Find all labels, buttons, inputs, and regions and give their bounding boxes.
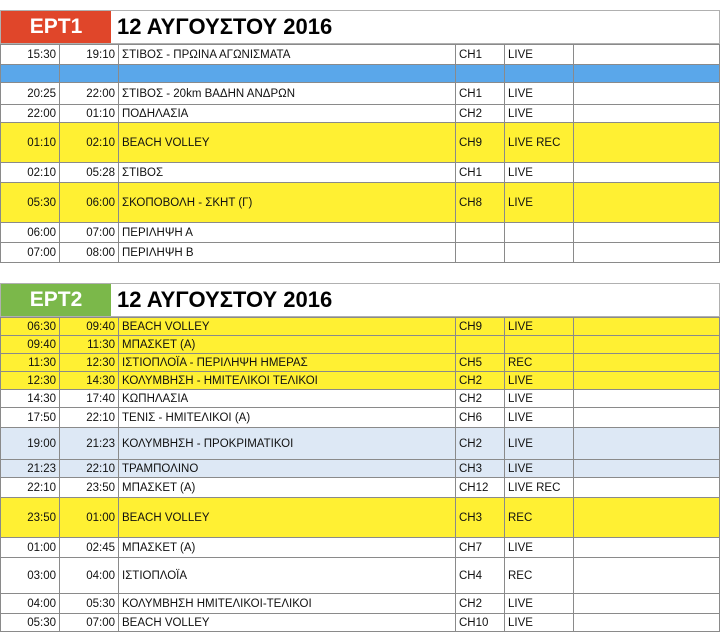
empty-cell [574,498,720,538]
status-cell: LIVE REC [505,123,574,163]
event-cell: ΜΠΑΣΚΕΤ (Α) [119,336,456,354]
empty-cell [574,183,720,223]
empty-cell [574,65,720,83]
empty-cell [574,408,720,428]
status-cell: LIVE [505,372,574,390]
start-time-cell [1,65,60,83]
schedule-row [1,83,720,105]
end-time-cell: 22:10 [60,460,119,478]
channel-cell: CH8 [456,183,505,223]
status-cell: LIVE REC [505,478,574,498]
status-cell [505,336,574,354]
start-time-cell: 06:30 [1,318,60,336]
empty-cell [574,460,720,478]
schedule-row [1,390,720,408]
channel-cell: CH1 [456,83,505,105]
ept2-table [0,317,720,632]
start-time-cell: 11:30 [1,354,60,372]
end-time-cell: 22:00 [60,83,119,105]
start-time-cell: 06:00 [1,223,60,243]
event-cell: BEACH VOLLEY [119,123,456,163]
channel-cell: CH6 [456,408,505,428]
end-time-cell: 02:45 [60,538,119,558]
channel-cell [456,65,505,83]
channel-cell: CH9 [456,318,505,336]
status-cell [505,243,574,263]
start-time-cell: 01:00 [1,538,60,558]
start-time-cell: 12:30 [1,372,60,390]
end-time-cell: 06:00 [60,183,119,223]
status-cell: LIVE [505,318,574,336]
start-time-cell: 03:00 [1,558,60,594]
ept2-date-title: 12 ΑΥΓΟΥΣΤΟΥ 2016 [117,287,333,312]
end-time-cell: 19:10 [60,45,119,65]
schedule-row [1,45,720,65]
empty-cell [574,243,720,263]
empty-cell [574,83,720,105]
end-time-cell: 21:23 [60,428,119,460]
event-cell: ΠΕΡΙΛΗΨΗ Β [119,243,456,263]
event-cell: ΤΕΝΙΣ - ΗΜΙΤΕΛΙΚΟΙ (Α) [119,408,456,428]
event-cell: ΣΤΙΒΟΣ - 20km ΒΑΔΗΝ ΑΝΔΡΩΝ [119,83,456,105]
ept1-schedule [0,10,720,263]
event-cell: ΚΟΛΥΜΒΗΣΗ - ΗΜΙΤΕΛΙΚΟΙ ΤΕΛΙΚΟΙ [119,372,456,390]
ept1-channel-badge: ΕΡΤ1 [1,11,111,43]
channel-cell: CH1 [456,163,505,183]
start-time-cell: 07:00 [1,243,60,263]
empty-cell [574,594,720,614]
status-cell: LIVE [505,105,574,123]
start-time-cell: 14:30 [1,390,60,408]
ept2-channel-badge: ΕΡΤ2 [1,284,111,316]
empty-cell [574,558,720,594]
end-time-cell: 14:30 [60,372,119,390]
start-time-cell: 22:00 [1,105,60,123]
status-cell: LIVE [505,183,574,223]
schedule-row [1,498,720,538]
channel-cell: CH5 [456,354,505,372]
ept2-schedule [0,283,720,632]
end-time-cell: 08:00 [60,243,119,263]
ept1-table [0,44,720,263]
schedule-row [1,460,720,478]
end-time-cell: 07:00 [60,223,119,243]
start-time-cell: 23:50 [1,498,60,538]
status-cell [505,223,574,243]
event-cell: ΚΟΛΥΜΒΗΣΗ ΗΜΙΤΕΛΙΚΟΙ-ΤΕΛΙΚΟΙ [119,594,456,614]
channel-cell [456,223,505,243]
channel-cell: CH12 [456,478,505,498]
start-time-cell: 05:30 [1,183,60,223]
channel-cell: CH2 [456,594,505,614]
schedule-row [1,428,720,460]
schedule-row [1,372,720,390]
start-time-cell: 09:40 [1,336,60,354]
status-cell: LIVE [505,390,574,408]
event-cell: ΠΕΡΙΛΗΨΗ Α [119,223,456,243]
start-time-cell: 01:10 [1,123,60,163]
empty-cell [574,45,720,65]
status-cell [505,65,574,83]
channel-cell: CH1 [456,45,505,65]
schedule-row [1,614,720,632]
event-cell: ΚΟΛΥΜΒΗΣΗ - ΠΡΟΚΡΙΜΑΤΙΚΟΙ [119,428,456,460]
empty-cell [574,318,720,336]
status-cell: LIVE [505,83,574,105]
channel-cell: CH4 [456,558,505,594]
channel-cell: CH10 [456,614,505,632]
channel-cell: CH2 [456,105,505,123]
end-time-cell [60,65,119,83]
channel-cell: CH3 [456,498,505,538]
event-cell: ΣΤΙΒΟΣ - ΠΡΩΙΝΑ ΑΓΩΝΙΣΜΑΤΑ [119,45,456,65]
empty-cell [574,123,720,163]
empty-cell [574,336,720,354]
channel-cell: CH2 [456,428,505,460]
status-cell: REC [505,498,574,538]
start-time-cell: 22:10 [1,478,60,498]
end-time-cell: 22:10 [60,408,119,428]
status-cell: LIVE [505,538,574,558]
schedule-row [1,354,720,372]
schedule-row [1,243,720,263]
schedule-row [1,478,720,498]
event-cell: ΜΠΑΣΚΕΤ (Α) [119,538,456,558]
event-cell: ΠΟΔΗΛΑΣΙΑ [119,105,456,123]
end-time-cell: 12:30 [60,354,119,372]
channel-cell [456,336,505,354]
schedule-row [1,538,720,558]
channel-cell: CH2 [456,372,505,390]
channel-cell: CH9 [456,123,505,163]
start-time-cell: 17:50 [1,408,60,428]
event-cell: ΣΤΙΒΟΣ [119,163,456,183]
schedule-row [1,408,720,428]
event-cell: ΙΣΤΙΟΠΛΟΪΑ - ΠΕΡΙΛΗΨΗ ΗΜΕΡΑΣ [119,354,456,372]
ept2-header [0,283,720,317]
status-cell: LIVE [505,428,574,460]
empty-cell [574,354,720,372]
schedule-row [1,558,720,594]
channel-cell [456,243,505,263]
status-cell: LIVE [505,460,574,478]
schedule-row [1,183,720,223]
start-time-cell: 20:25 [1,83,60,105]
event-cell: ΜΠΑΣΚΕΤ (Α) [119,478,456,498]
status-cell: LIVE [505,408,574,428]
event-cell: BEACH VOLLEY [119,318,456,336]
status-cell: LIVE [505,614,574,632]
start-time-cell: 02:10 [1,163,60,183]
schedule-row [1,163,720,183]
empty-cell [574,614,720,632]
ept1-header [0,10,720,44]
schedule-row [1,318,720,336]
end-time-cell: 17:40 [60,390,119,408]
empty-cell [574,223,720,243]
event-cell: BEACH VOLLEY [119,498,456,538]
channel-cell: CH2 [456,390,505,408]
schedule-row [1,223,720,243]
start-time-cell: 19:00 [1,428,60,460]
schedule-row [1,594,720,614]
end-time-cell: 07:00 [60,614,119,632]
schedule-row [1,336,720,354]
end-time-cell: 23:50 [60,478,119,498]
empty-cell [574,163,720,183]
start-time-cell: 21:23 [1,460,60,478]
start-time-cell: 15:30 [1,45,60,65]
end-time-cell: 11:30 [60,336,119,354]
schedule-row [1,65,720,83]
status-cell: LIVE [505,594,574,614]
end-time-cell: 01:00 [60,498,119,538]
empty-cell [574,390,720,408]
status-cell: LIVE [505,163,574,183]
channel-cell: CH7 [456,538,505,558]
empty-cell [574,105,720,123]
schedule-row [1,123,720,163]
status-cell: LIVE [505,45,574,65]
end-time-cell: 04:00 [60,558,119,594]
end-time-cell: 05:30 [60,594,119,614]
event-cell: ΙΣΤΙΟΠΛΟΪΑ [119,558,456,594]
ept1-date-title: 12 ΑΥΓΟΥΣΤΟΥ 2016 [117,14,333,39]
status-cell: REC [505,354,574,372]
empty-cell [574,428,720,460]
end-time-cell: 02:10 [60,123,119,163]
event-cell: ΤΡΑΜΠΟΛΙΝΟ [119,460,456,478]
end-time-cell: 05:28 [60,163,119,183]
empty-cell [574,538,720,558]
end-time-cell: 01:10 [60,105,119,123]
status-cell: REC [505,558,574,594]
event-cell: BEACH VOLLEY [119,614,456,632]
event-cell [119,65,456,83]
start-time-cell: 05:30 [1,614,60,632]
empty-cell [574,372,720,390]
event-cell: ΚΩΠΗΛΑΣΙΑ [119,390,456,408]
start-time-cell: 04:00 [1,594,60,614]
channel-cell: CH3 [456,460,505,478]
schedule-row [1,105,720,123]
empty-cell [574,478,720,498]
end-time-cell: 09:40 [60,318,119,336]
event-cell: ΣΚΟΠΟΒΟΛΗ - ΣΚΗΤ (Γ) [119,183,456,223]
